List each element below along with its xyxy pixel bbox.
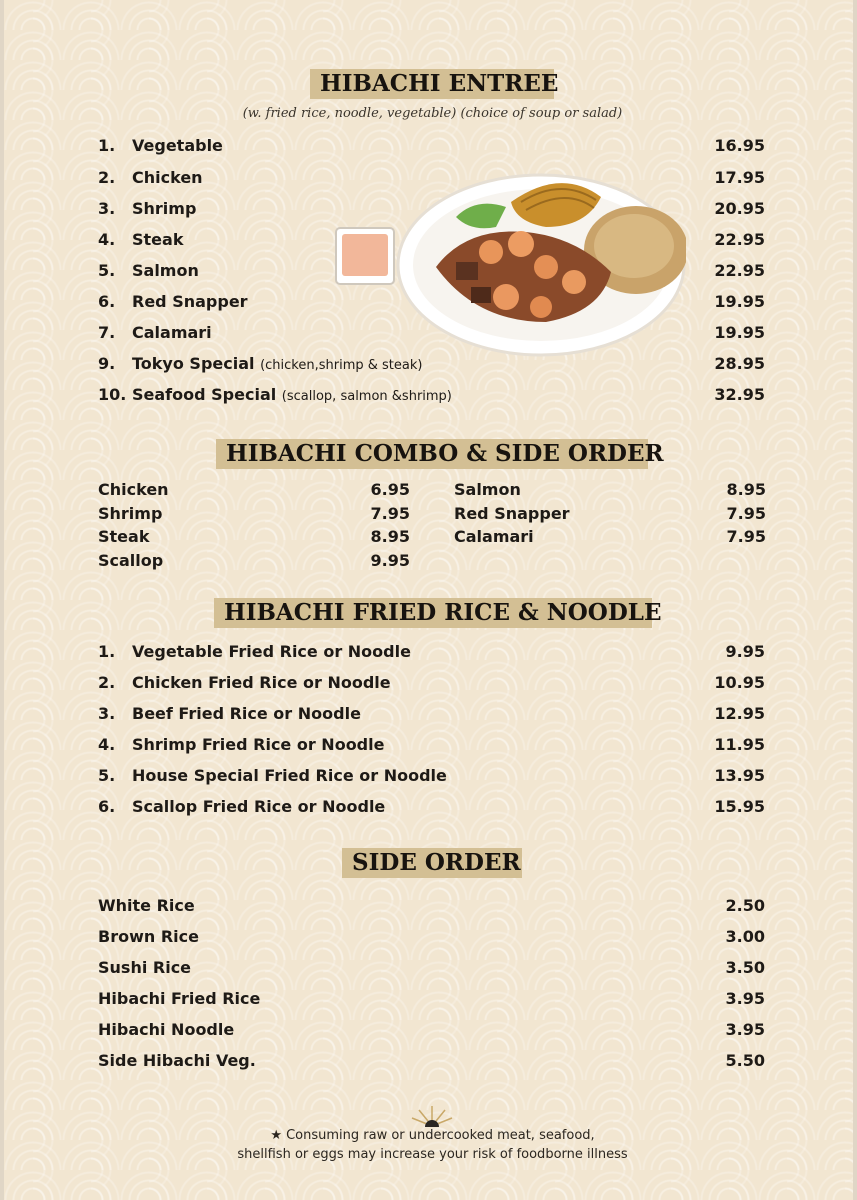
combo-item-name: Shrimp xyxy=(98,504,163,523)
entree-item-number: 2. xyxy=(98,168,116,187)
fried-rice-item-price: 15.95 xyxy=(714,797,765,816)
entree-item-label: Seafood Special xyxy=(132,385,277,404)
fried-rice-item-name: House Special Fried Rice or Noodle xyxy=(132,766,447,785)
entree-item-label: Vegetable xyxy=(132,136,223,155)
combo-item-name: Salmon xyxy=(454,480,521,499)
combo-item-price: 7.95 xyxy=(726,504,766,523)
entree-item-name xyxy=(132,230,183,249)
entree-item-label: Red Snapper xyxy=(132,292,248,311)
fried-rice-item-number: 4. xyxy=(98,735,116,754)
entree-item-number: 7. xyxy=(98,323,116,342)
combo-item-name: Scallop xyxy=(98,551,164,570)
combo-item-name: Calamari xyxy=(454,527,534,546)
entree-item-label: Shrimp xyxy=(132,199,197,218)
combo-item-price: 9.95 xyxy=(370,551,410,570)
combo-item-price: 8.95 xyxy=(370,527,410,546)
fried-rice-item-number: 3. xyxy=(98,704,116,723)
entree-item-price: 22.95 xyxy=(714,230,765,249)
entree-item-price: 28.95 xyxy=(714,354,765,373)
entree-item-price: 16.95 xyxy=(714,136,765,155)
entree-item-name xyxy=(132,261,199,280)
entree-item-price: 17.95 xyxy=(714,168,765,187)
health-warning xyxy=(4,1126,857,1164)
sauce-cup-image xyxy=(334,226,396,286)
entree-item-name xyxy=(132,323,212,342)
section-title-fried-rice: HIBACHI FRIED RICE & NOODLE xyxy=(214,598,652,628)
section-title-side-order: SIDE ORDER xyxy=(342,848,522,878)
health-warning-line2: shellfish or eggs may increase your risk of foodborne illness xyxy=(237,1147,628,1162)
entree-item-number: 5. xyxy=(98,261,116,280)
entree-item-note: (chicken,shrimp & steak) xyxy=(260,358,423,373)
side-item-name: Brown Rice xyxy=(98,927,199,946)
entree-item-price: 32.95 xyxy=(714,385,765,404)
fried-rice-item-number: 2. xyxy=(98,673,116,692)
fried-rice-item-name: Shrimp Fried Rice or Noodle xyxy=(132,735,385,754)
side-item-name: Sushi Rice xyxy=(98,958,192,977)
entree-item-number: 1. xyxy=(98,136,116,155)
side-item-price: 3.00 xyxy=(725,927,765,946)
fried-rice-item-number: 6. xyxy=(98,797,116,816)
entree-item-name xyxy=(132,136,223,155)
entree-item-number: 4. xyxy=(98,230,116,249)
side-item-price: 3.95 xyxy=(725,989,765,1008)
combo-item-name: Red Snapper xyxy=(454,504,570,523)
entree-item-number: 10. xyxy=(98,385,127,404)
entree-item-name xyxy=(132,354,422,373)
side-item-name: White Rice xyxy=(98,896,195,915)
entree-item-label: Tokyo Special xyxy=(132,354,255,373)
sun-ornament-icon xyxy=(409,1104,455,1128)
entree-item-label: Steak xyxy=(132,230,184,249)
combo-item-name: Chicken xyxy=(98,480,169,499)
fried-rice-item-price: 13.95 xyxy=(714,766,765,785)
hibachi-plate-image xyxy=(396,172,686,358)
fried-rice-item-name: Chicken Fried Rice or Noodle xyxy=(132,673,391,692)
entree-item-name xyxy=(132,199,196,218)
side-item-name: Hibachi Noodle xyxy=(98,1020,235,1039)
side-item-price: 3.95 xyxy=(725,1020,765,1039)
entree-item-label: Chicken xyxy=(132,168,203,187)
section-title-combo: HIBACHI COMBO & SIDE ORDER xyxy=(216,439,648,469)
entree-item-name xyxy=(132,168,203,187)
combo-item-price: 6.95 xyxy=(370,480,410,499)
combo-item-name: Steak xyxy=(98,527,150,546)
entree-item-price: 19.95 xyxy=(714,292,765,311)
entree-item-number: 9. xyxy=(98,354,116,373)
entree-item-price: 22.95 xyxy=(714,261,765,280)
side-item-price: 5.50 xyxy=(725,1051,765,1070)
entree-item-price: 20.95 xyxy=(714,199,765,218)
combo-item-price: 8.95 xyxy=(726,480,766,499)
health-warning-line1: ★ Consuming raw or undercooked meat, seafood, xyxy=(270,1128,595,1143)
side-item-name: Side Hibachi Veg. xyxy=(98,1051,256,1070)
fried-rice-item-price: 12.95 xyxy=(714,704,765,723)
side-item-price: 3.50 xyxy=(725,958,765,977)
entree-item-name xyxy=(132,385,452,404)
fried-rice-item-number: 1. xyxy=(98,642,116,661)
combo-item-price: 7.95 xyxy=(726,527,766,546)
fried-rice-item-name: Beef Fried Rice or Noodle xyxy=(132,704,361,723)
fried-rice-item-price: 9.95 xyxy=(725,642,765,661)
entree-item-label: Salmon xyxy=(132,261,199,280)
section-title-entree: HIBACHI ENTREE xyxy=(310,69,554,99)
entree-item-name xyxy=(132,292,248,311)
entree-item-price: 19.95 xyxy=(714,323,765,342)
fried-rice-item-name: Scallop Fried Rice or Noodle xyxy=(132,797,386,816)
fried-rice-item-price: 10.95 xyxy=(714,673,765,692)
side-item-name: Hibachi Fried Rice xyxy=(98,989,261,1008)
entree-subtitle: (w. fried rice, noodle, vegetable) (choice of soup or salad) xyxy=(242,106,623,121)
combo-item-price: 7.95 xyxy=(370,504,410,523)
entree-item-number: 3. xyxy=(98,199,116,218)
entree-item-number: 6. xyxy=(98,292,116,311)
fried-rice-item-price: 11.95 xyxy=(714,735,765,754)
fried-rice-item-name: Vegetable Fried Rice or Noodle xyxy=(132,642,411,661)
fried-rice-item-number: 5. xyxy=(98,766,116,785)
entree-item-label: Calamari xyxy=(132,323,212,342)
entree-item-note: (scallop, salmon &shrimp) xyxy=(281,389,452,404)
side-item-price: 2.50 xyxy=(725,896,765,915)
